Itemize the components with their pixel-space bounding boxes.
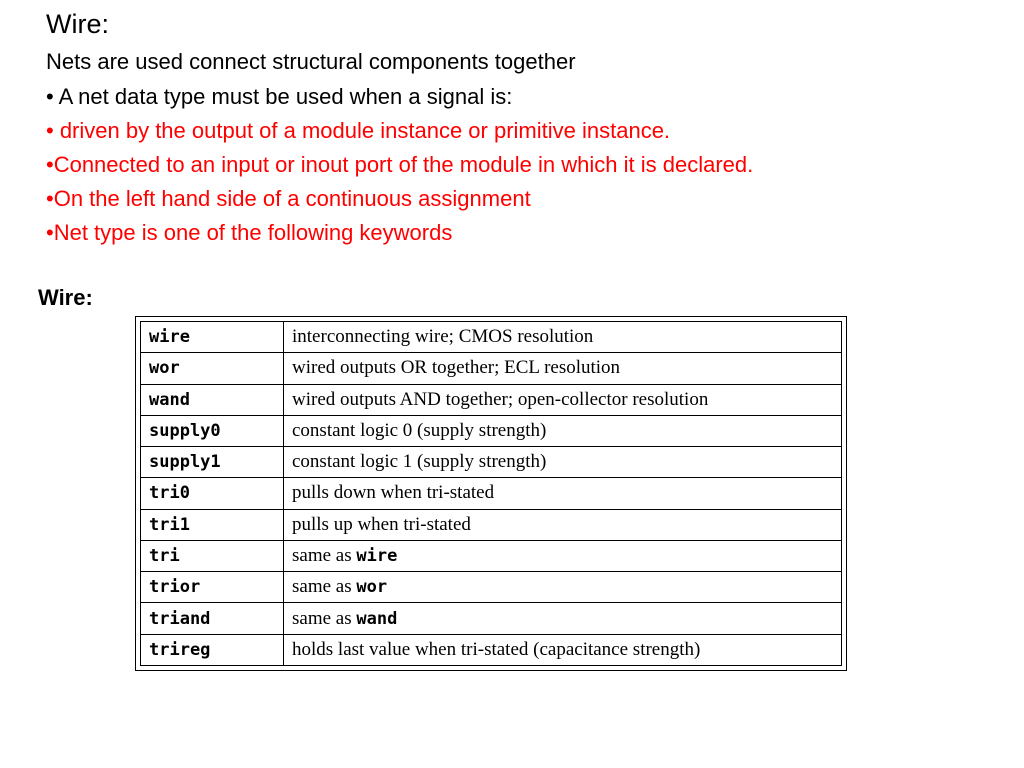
bullet-continuous-assignment: •On the left hand side of a continuous assignment	[46, 186, 531, 211]
net-keyword-cell: wand	[141, 384, 284, 415]
net-description-text: constant logic 1 (supply strength)	[292, 451, 547, 473]
table-row	[141, 447, 842, 478]
net-description-cell	[284, 509, 842, 540]
net-keyword-cell: trior	[141, 572, 284, 603]
net-description-text: same as	[292, 607, 357, 629]
table-row	[141, 322, 842, 353]
net-description-text: holds last value when tri-stated (capacitance strength)	[292, 638, 701, 660]
net-keyword-cell: supply1	[141, 447, 284, 478]
table-row	[141, 509, 842, 540]
net-description-text: wired outputs OR together; ECL resolution	[292, 357, 621, 379]
net-description-cell	[284, 478, 842, 509]
net-description-cell	[284, 540, 842, 571]
net-description-text: same as	[292, 576, 357, 598]
net-description-text: pulls up when tri-stated	[292, 513, 471, 535]
intro-text: Nets are used connect structural components together	[46, 49, 576, 74]
table-row	[141, 415, 842, 446]
bullet-connected-to-port: •Connected to an input or inout port of the module in which it is declared.	[46, 152, 754, 177]
net-reference-keyword: wor	[356, 577, 388, 598]
net-description-cell	[284, 415, 842, 446]
net-description-text: constant logic 0 (supply strength)	[292, 419, 547, 441]
table-row	[141, 603, 842, 634]
net-description-cell	[284, 384, 842, 415]
bullet-net-type-keywords: •Net type is one of the following keywords	[46, 220, 453, 245]
bullet-net-required: • A net data type must be used when a signal is:	[46, 84, 513, 109]
net-keyword-cell: wor	[141, 353, 284, 384]
net-description-text: interconnecting wire; CMOS resolution	[292, 326, 594, 348]
net-description-cell	[284, 603, 842, 634]
net-reference-keyword: wand	[356, 608, 398, 629]
table-row	[141, 572, 842, 603]
net-description-text: pulls down when tri-stated	[292, 482, 495, 504]
slide-title: Wire:	[46, 9, 109, 39]
net-reference-keyword: wire	[356, 545, 398, 566]
table-row	[141, 634, 842, 665]
net-keyword-cell: tri1	[141, 509, 284, 540]
table-row	[141, 384, 842, 415]
net-types-grid	[140, 321, 842, 666]
net-description-cell	[284, 572, 842, 603]
net-description-text: wired outputs AND together; open-collector resolution	[292, 388, 709, 410]
table-row	[141, 540, 842, 571]
table-row	[141, 478, 842, 509]
net-types-table	[135, 316, 847, 671]
net-description-cell	[284, 322, 842, 353]
net-keyword-cell: wire	[141, 322, 284, 353]
net-keyword-cell: tri0	[141, 478, 284, 509]
net-keyword-cell: supply0	[141, 415, 284, 446]
net-description-cell	[284, 634, 842, 665]
net-description-cell	[284, 353, 842, 384]
wire-subheading: Wire:	[38, 285, 93, 310]
net-keyword-cell: tri	[141, 540, 284, 571]
net-description-cell	[284, 447, 842, 478]
table-row	[141, 353, 842, 384]
net-description-text: same as	[292, 544, 357, 566]
net-keyword-cell: triand	[141, 603, 284, 634]
bullet-driven-by-output: • driven by the output of a module instance or primitive instance.	[46, 118, 671, 143]
net-keyword-cell: trireg	[141, 634, 284, 665]
